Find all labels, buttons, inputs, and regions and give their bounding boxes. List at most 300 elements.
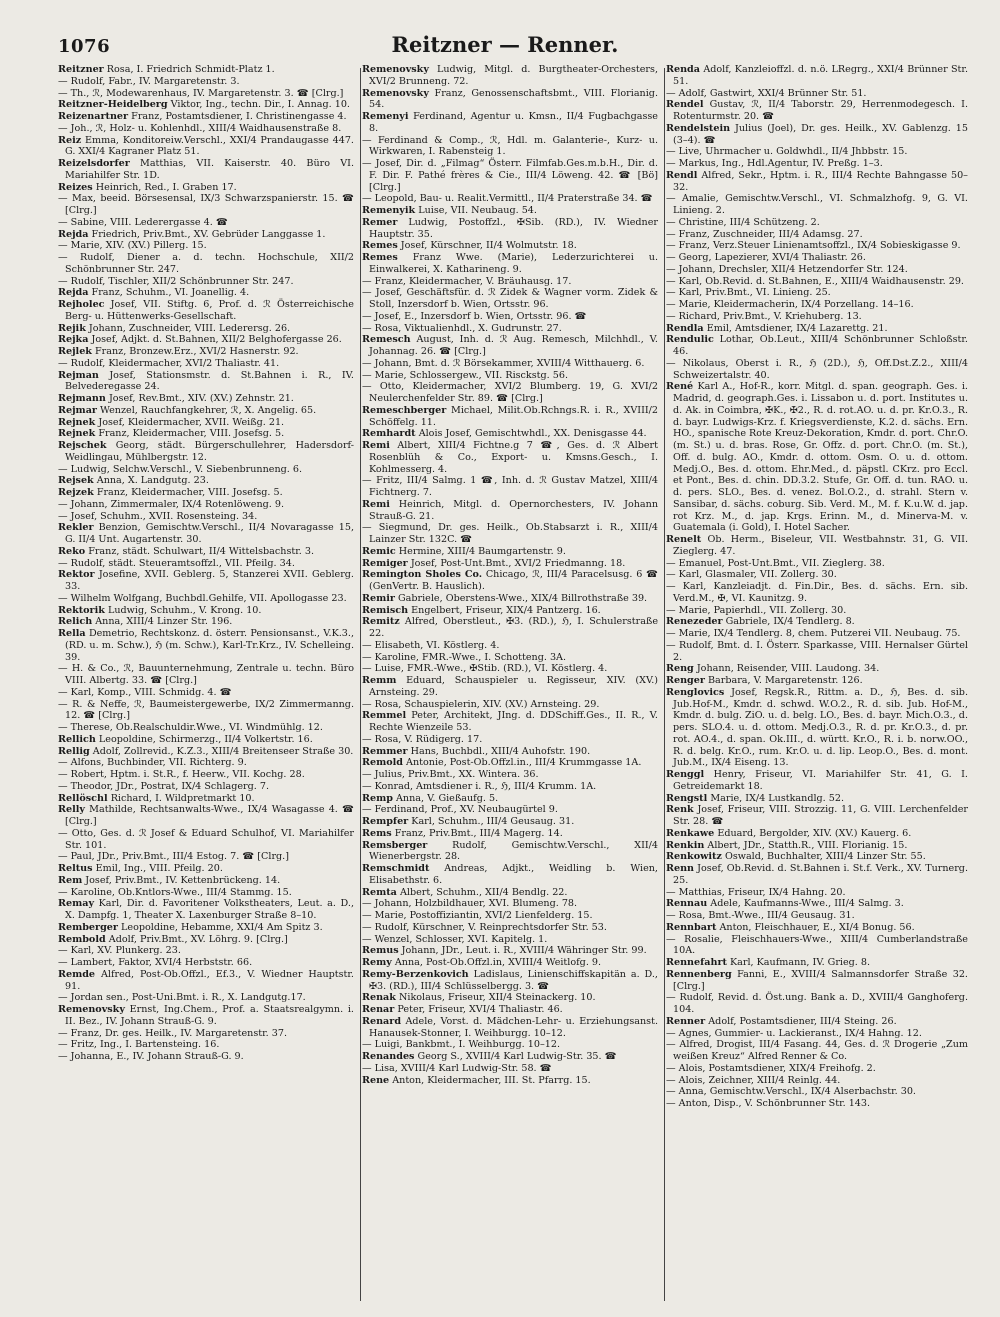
directory-entry <box>362 816 658 828</box>
entry-details: — Rudolf, Diener a. d. techn. Hochschule, XII/2 Schönbrunner Str. 247. <box>58 252 354 275</box>
entry-surname: Remes <box>362 252 398 263</box>
entry-details: Georg, städt. Bürgerschullehrer, Hadersdorf-Weidlingau, Mühlbergstr. 12. <box>65 440 354 463</box>
entry-surname: Remsberger <box>362 839 428 851</box>
directory-entry <box>362 640 658 652</box>
entry-surname: Rennefahrt <box>666 957 727 968</box>
directory-entry <box>666 628 968 640</box>
directory-entry <box>58 299 354 323</box>
entry-surname: Renner <box>666 1015 706 1027</box>
entry-details: Albert, JDr., Statth.R., VIII. Florianig. 15. <box>707 839 908 851</box>
entry-details: Josef, Adjkt. d. St.Bahnen, XII/2 Belghofergasse 26. <box>91 334 342 346</box>
entry-surname: Rejman <box>58 369 99 381</box>
entry-surname: Renkawe <box>666 827 715 839</box>
entry-surname: Rejlek <box>58 346 92 357</box>
entry-details: — Franz, Verz.Steuer Linienamtsoffzl., IX/4 Sobieskigasse 9. <box>666 240 961 252</box>
entry-details: — Marie, Kleidermacherin, IX/4 Porzellang. 14–16. <box>666 299 914 310</box>
entry-surname: Remenyi <box>362 111 409 122</box>
entry-surname: Remi <box>362 498 390 510</box>
directory-entry <box>362 1004 658 1016</box>
entry-details: — Rudolf, städt. Steueramtsoffzl., VII. Pfeilg. 34. <box>58 557 295 569</box>
directory-entry <box>58 558 354 570</box>
entry-details: — Marie, XIV. (XV.) Pillerg. 15. <box>58 240 207 252</box>
directory-entry <box>362 605 658 617</box>
entry-details: — Th., ℛ, Modewarenhaus, IV. Margaretenstr. 3. ☎ [Clrg.] <box>58 87 344 99</box>
entry-details: — R. & Neffe, ℛ, Baumeistergewerbe, IX/2 Zimmermanng. 12. ☎ [Clrg.] <box>58 698 354 722</box>
directory-entry <box>58 945 354 957</box>
entry-surname: Renezeder <box>666 616 723 628</box>
entry-details: Josef, Stationsmstr. d. St.Bahnen i. R., IV. Belvederegasse 24. <box>65 369 354 393</box>
directory-entry <box>58 992 354 1004</box>
entry-details: Franz, Kleidermacher, VIII. Josefsg. 5. <box>96 487 283 498</box>
entry-details: — Matthias, Friseur, IX/4 Hahng. 20. <box>666 886 846 898</box>
entry-surname: Remenovsky <box>58 1004 125 1015</box>
entry-surname: Rempfer <box>362 816 409 827</box>
directory-entry <box>58 405 354 417</box>
entry-details: — Franz, Dr. ges. Heilk., IV. Margaretenstr. 37. <box>58 1027 288 1039</box>
entry-surname: Remberger <box>58 921 118 933</box>
entry-details: Franz, Postamtsdiener, I. Christinengasse 4. <box>131 111 347 122</box>
entry-details: — Richard, Priv.Bmt., V. Kriehuberg. 13. <box>666 310 862 322</box>
entry-details: — Marie, Postoffiziantin, XVI/2 Lienfelderg. 15. <box>362 910 593 921</box>
entry-surname: Rene <box>362 1074 390 1086</box>
directory-entry <box>58 240 354 252</box>
directory-entry <box>58 663 354 687</box>
directory-entry <box>58 76 354 88</box>
entry-details: — Robert, Hptm. i. St.R., f. Heerw., VII. Kochg. 28. <box>58 769 305 780</box>
entry-details: Anton, Kleidermacher, III. St. Pfarrg. 15. <box>392 1074 591 1086</box>
directory-entry <box>362 945 658 957</box>
entry-details: — Rudolf, Kleidermacher, XVI/2 Thaliastr. 41. <box>58 357 280 369</box>
entry-details: — Josef, E., Inzersdorf b. Wien, Ortsstr. 96. ☎ <box>362 310 587 322</box>
directory-entry <box>58 358 354 370</box>
entry-details: — Sabine, VIII. Lederergasse 4. ☎ <box>58 216 228 228</box>
entry-surname: Reitzner-Heidelberg <box>58 99 168 111</box>
directory-entry <box>666 1098 968 1110</box>
directory-entry <box>362 616 658 640</box>
entry-details: — Christine, III/4 Schützeng. 2. <box>666 216 820 228</box>
directory-entry <box>58 193 354 217</box>
directory-entry <box>58 1039 354 1051</box>
entry-details: — Alois, Postamtsdiener, XIX/4 Freihofg. 2. <box>666 1062 876 1074</box>
directory-entry <box>362 593 658 605</box>
entry-surname: Rejholec <box>58 299 105 310</box>
directory-entry <box>58 699 354 723</box>
entry-details: Antonie, Post-Ob.Offzl.in., III/4 Krummgasse 1A. <box>406 757 642 769</box>
directory-entry <box>362 546 658 558</box>
directory-entry <box>666 229 968 241</box>
directory-entry <box>666 851 968 863</box>
directory-entry <box>58 123 354 135</box>
directory-entry <box>58 969 354 993</box>
entry-details: — Marie, Papierhdl., VII. Zollerg. 30. <box>666 604 847 616</box>
entry-details: Heinrich, Red., I. Graben 17. <box>95 181 237 193</box>
entry-details: — Lambert, Faktor, XVI/4 Herbststr. 66. <box>58 957 253 968</box>
directory-entry <box>666 240 968 252</box>
directory-entry <box>362 64 658 88</box>
entry-details: Adolf, Zollrevid., K.Z.3., XIII/4 Breitenseer Straße 30. <box>92 745 354 757</box>
entry-surname: Rejsek <box>58 475 94 487</box>
entry-surname: Renggl <box>666 769 705 780</box>
column-3 <box>666 64 968 1304</box>
entry-surname: Rellig <box>58 745 90 757</box>
entry-details: — Rudolf, Bmt. d. I. Österr. Sparkasse, VIII. Hernalser Gürtel 2. <box>666 639 968 663</box>
entry-details: — Karl, Ob.Revid. d. St.Bahnen, E., XIII/4 Waidhausenstr. 29. <box>666 275 964 287</box>
directory-entry <box>666 558 968 570</box>
directory-entry <box>58 393 354 405</box>
directory-entry <box>362 88 658 112</box>
entry-surname: Renard <box>362 1015 402 1027</box>
directory-entry <box>362 569 658 593</box>
directory-entry <box>666 769 968 793</box>
directory-entry <box>362 405 658 429</box>
entry-details: — Karl, Glasmaler, VII. Zollerg. 30. <box>666 569 837 581</box>
entry-details: Gabriele, Oberstens-Wwe., XIX/4 Billrothstraße 39. <box>398 592 648 604</box>
entry-surname: Remiger <box>362 557 408 569</box>
entry-details: — Luigi, Bankbmt., I. Weihburgg. 10–12. <box>362 1039 561 1051</box>
directory-entry <box>666 123 968 147</box>
entry-details: — Rosa, Schauspielerin, XIV. (XV.) Arnsteing. 29. <box>362 698 600 710</box>
entry-details: — Rudolf, Tischler, XII/2 Schönbrunner Str. 247. <box>58 275 294 287</box>
entry-details: Karl, Kaufmann, IV. Grieg. 8. <box>730 957 871 968</box>
entry-details: Alois Josef, Gemischtwhdl., XX. Denisgasse 44. <box>418 428 647 440</box>
entry-details: Karl, Dir. d. Favoritener Volkstheaters, Leut. a. D., X. Dampfg. 1, Theater X. Laxenburger Straße 8–10. <box>65 898 354 921</box>
column-2 <box>362 64 658 1304</box>
entry-details: — Johann, Drechsler, XII/4 Hetzendorfer Str. 124. <box>666 263 908 275</box>
entry-surname: Rejnek <box>58 416 96 428</box>
entry-surname: Renar <box>362 1004 395 1015</box>
directory-entry <box>362 440 658 475</box>
entry-details: — Leopold, Bau- u. Realit.Vermittl., II/4 Praterstraße 34. ☎ <box>362 193 653 205</box>
entry-details: — Theodor, JDr., Postrat, IX/4 Schlagerg. 7. <box>58 780 270 792</box>
directory-entry <box>666 793 968 805</box>
directory-entry <box>58 135 354 159</box>
directory-entry <box>666 170 968 194</box>
directory-entry <box>58 734 354 746</box>
entry-details: Demetrio, Rechtskonz. d. österr. Pensionsanst., V.K.3., (RD. u. m. Schw.), ℌ (m. Schw.), Karl-Tr.Krz., IV. Schelleing. 39. <box>65 628 354 663</box>
entry-details: Anton, Fleischhauer, E., XI/4 Bonug. 56. <box>719 921 915 933</box>
entry-surname: Remesch <box>362 334 411 346</box>
entry-surname: Rejmann <box>58 393 106 404</box>
entry-surname: Reizes <box>58 181 93 193</box>
directory-entry <box>362 522 658 546</box>
entry-details: — Anna, Gemischtw.Verschl., IX/4 Alserbachstr. 30. <box>666 1086 916 1098</box>
entry-details: Barbara, V. Margaretenstr. 126. <box>707 675 863 686</box>
entry-surname: Reitzner <box>58 64 104 75</box>
directory-entry <box>362 358 658 370</box>
directory-entry <box>58 546 354 558</box>
directory-entry <box>362 323 658 335</box>
entry-surname: Remy <box>362 957 392 968</box>
directory-entry <box>666 804 968 828</box>
directory-entry <box>666 887 968 899</box>
entry-details: Gabriele, IX/4 Tendlerg. 8. <box>725 616 855 628</box>
directory-entry <box>666 640 968 664</box>
entry-details: — Ludwig, Selchw.Verschl., V. Siebenbrunneng. 6. <box>58 463 303 475</box>
entry-surname: Remschmidt <box>362 863 430 874</box>
entry-details: — Josef, Dir. d. „Filmag“ Österr. Filmfab.Ges.m.b.H., Dir. d. F. Dir. F. Pathé frères & Cie., III/4 Löweng. 42. ☎ [Bö] [Clrg.] <box>362 158 658 193</box>
directory-entry <box>666 287 968 299</box>
entry-details: Henry, Friseur, VI. Mariahilfer Str. 41, G. I. Getreidemarkt 18. <box>673 769 968 792</box>
entry-details: Adolf, Kanzleioffzl. d. n.ö. LRegrg., XXI/4 Brünner Str. 51. <box>673 64 968 87</box>
entry-surname: Rendelstein <box>666 122 731 134</box>
directory-entry <box>666 992 968 1016</box>
entry-details: Alfred, Oberstleut., ✠3. (RD.), ℌ, I. Schulerstraße 22. <box>369 616 658 639</box>
directory-entry <box>58 769 354 781</box>
entry-details: Wenzel, Rauchfangkehrer, ℛ, X. Angelig. 65. <box>100 404 317 416</box>
directory-entry <box>666 569 968 581</box>
entry-details: — Johann, Holzbildhauer, XVI. Blumeng. 78. <box>362 898 578 910</box>
entry-surname: Rejnek <box>58 428 96 440</box>
entry-details: — Fritz, Ing., I. Bartensteing. 16. <box>58 1039 220 1051</box>
directory-entry <box>362 793 658 805</box>
directory-entry <box>58 252 354 276</box>
directory-entry <box>58 440 354 464</box>
directory-entry <box>58 746 354 758</box>
directory-entry <box>666 840 968 852</box>
directory-entry <box>362 240 658 252</box>
directory-entry <box>362 287 658 311</box>
directory-entry <box>666 252 968 264</box>
entry-surname: Renk <box>666 804 694 816</box>
entry-details: Matthias, VII. Kaiserstr. 40. Büro VI. Mariahilfer Str. 1D. <box>65 158 354 181</box>
directory-entry <box>58 793 354 805</box>
directory-entry <box>666 910 968 922</box>
entry-details: Marie, IX/4 Lustkandlg. 52. <box>710 792 845 804</box>
directory-entry <box>362 769 658 781</box>
entry-details: — Max, beeid. Börsesensal, IX/3 Schwarzspanierstr. 15. ☎ [Clrg.] <box>58 193 354 216</box>
entry-details: — Rudolf, Kürschner, V. Reinprechtsdorfer Str. 53. <box>362 921 607 933</box>
entry-details: Rosa, I. Friedrich Schmidt-Platz 1. <box>106 64 275 75</box>
entry-details: Mathilde, Rechtsanwalts-Wwe., IX/4 Wasagasse 4. ☎ [Clrg.] <box>65 804 354 827</box>
entry-details: — H. & Co., ℛ, Bauunternehmung, Zentrale u. techn. Büro VIII. Albertg. 33. ☎ [Clrg.] <box>58 663 354 686</box>
entry-details: Franz, Kleidermacher, VIII. Josefsg. 5. <box>98 428 285 440</box>
entry-surname: Remic <box>362 545 396 557</box>
entry-details: — Luise, FMR.-Wwe., ✠Stib. (RD.), VI. Köstlerg. 4. <box>362 663 608 675</box>
entry-details: — Amalie, Gemischtw.Verschl., VI. Schmalzhofg. 9, G. VI. Linieng. 2. <box>666 193 968 216</box>
entry-details: Karl, Schuhm., III/4 Geusaug. 31. <box>411 816 575 827</box>
directory-entry <box>362 135 658 159</box>
entry-surname: Rennenberg <box>666 968 732 980</box>
directory-entry <box>666 381 968 534</box>
directory-entry <box>58 957 354 969</box>
directory-entry <box>362 370 658 382</box>
directory-entry <box>666 299 968 311</box>
entry-details: — Live, Uhrmacher u. Goldwhdl., II/4 Jhbbstr. 15. <box>666 146 908 158</box>
directory-entry <box>362 840 658 864</box>
column-1 <box>58 64 354 1304</box>
entry-details: Michael, Milit.Ob.Rchngs.R. i. R., XVIII/2 Schöffelg. 11. <box>369 404 658 428</box>
entry-surname: Renda <box>666 64 700 75</box>
directory-entry <box>58 828 354 852</box>
directory-entry <box>58 922 354 934</box>
entry-details: — Alfons, Buchbinder, VII. Richterg. 9. <box>58 757 247 769</box>
directory-entry <box>58 88 354 100</box>
entry-surname: Remhardt <box>362 428 416 440</box>
entry-surname: Remy-Berzenkovich <box>362 968 469 980</box>
directory-entry <box>58 887 354 899</box>
entry-details: — Ferdinand & Comp., ℛ, Hdl. m. Galanterie-, Kurz- u. Wirkwaren, I. Rabensteig 1. <box>362 134 658 158</box>
directory-entry <box>362 217 658 241</box>
entry-surname: Rejik <box>58 322 86 334</box>
entry-details: Ludwig, Schuhm., V. Krong. 10. <box>107 604 262 616</box>
entry-surname: Rejda <box>58 228 89 240</box>
entry-surname: Renn <box>666 863 695 874</box>
directory-entry <box>362 992 658 1004</box>
entry-surname: Rekler <box>58 522 94 534</box>
entry-surname: Reizenartner <box>58 111 129 122</box>
directory-entry <box>362 898 658 910</box>
directory-entry <box>666 675 968 687</box>
entry-surname: Remenovsky <box>362 64 429 75</box>
directory-entry <box>362 863 658 887</box>
entry-details: Adele, Kaufmanns-Wwe., III/4 Salmg. 3. <box>710 898 904 910</box>
directory-entry <box>58 851 354 863</box>
entry-details: Leopoldine, Hebamme, XXI/4 Am Spitz 3. <box>121 921 323 933</box>
entry-details: Josef, Rev.Bmt., XIV. (XV.) Zehnstr. 21. <box>108 393 294 404</box>
entry-details: — Nikolaus, Oberst i. R., ℌ (2D.), ℌ, Off.Dst.Z.2., XIII/4 Schweizertalstr. 40. <box>666 357 968 381</box>
entry-surname: Rembold <box>58 933 106 945</box>
entry-surname: Rendel <box>666 99 704 111</box>
directory-entry <box>362 558 658 570</box>
entry-details: — Otto, Kleidermacher, XVI/2 Blumberg. 19, G. XVI/2 Neulerchenfelder Str. 89. ☎ [Clrg.] <box>362 381 658 404</box>
directory-entry <box>666 146 968 158</box>
directory-entry <box>58 593 354 605</box>
entry-details: — Rudolf, Revid. d. Öst.ung. Bank a. D., XVIII/4 Ganghoferg. 104. <box>666 992 968 1015</box>
directory-entry <box>666 898 968 910</box>
directory-entry <box>666 193 968 217</box>
directory-entry <box>666 828 968 840</box>
entry-details: Ludwig, Mitgl. d. Burgtheater-Orchesters, XVI/2 Brunneng. 72. <box>369 64 658 87</box>
entry-details: Ob. Herm., Biseleur, VII. Westbahnstr. 31, G. VII. Zieglerg. 47. <box>673 534 968 557</box>
directory-entry <box>58 276 354 288</box>
entry-surname: Rennau <box>666 898 708 910</box>
entry-details: Luise, VII. Neubaug. 54. <box>418 205 537 216</box>
entry-details: Rudolf, Gemischtw.Verschl., XII/4 Wienerbergstr. 28. <box>369 839 658 863</box>
directory-entry <box>362 757 658 769</box>
entry-surname: Remi <box>362 440 390 451</box>
directory-entry <box>666 217 968 229</box>
entry-details: — Ferdinand, Prof., XV. Neubaugürtel 9. <box>362 804 558 816</box>
entry-surname: Remmer <box>362 745 408 757</box>
entry-details: Adolf, Postamtsdiener, III/4 Steing. 26. <box>708 1015 897 1027</box>
directory-entry <box>362 499 658 523</box>
entry-details: Ludwig, Postoffzl., ✠Sib. (RD.), IV. Wiedner Hauptstr. 35. <box>369 216 658 240</box>
entry-details: Karl A., Hof-R., korr. Mitgl. d. span. geograph. Ges. i. Madrid, d. geograph.Ges. i. Lissabon u. d. port. Institutes u. d. Ak. in Coimbra, ✠K., ✠2., R. d. rot.AO. u. d. pr. Kr.O.3., R. d. bayr. Ludwigs-Krz. f. Kriegsverdienste, K.2. d. sächs. Ern. HO., spanische Rote Kreuz-Dekoration, Kmdr. d. port. Chr.O. (m. St.) u. d. bras. Rose, Gr. Offz. d. port. Chr.O. (m. St.), Off. d. bulg. AO., Kmdr. d. ottom. Osm. O. u. d. ottom. Medj.O., Bes. d. ottom. Ehr.Med., d. päpstl. CKrz. pro Eccl. et Pont., Bes. d. chin. DD.3.2. Stufe, Gr. Off. d. tun. RAO. u. d. pers. SLO., Bes. d. venez. Bol.O.2., d. strahl. Stern v. Sansibar, d. sächs. coburg. Sib. Verd. M., M. f. K.u.W. d. jap. rot Krz. M., d. jap. Krgs. Erinn. M., d. Minerva-M. v. Guatemala (i. Gold), I. Hotel Sacher. <box>673 381 968 534</box>
directory-entry <box>362 252 658 276</box>
directory-entry <box>666 922 968 934</box>
directory-entry <box>362 1063 658 1075</box>
directory-entry <box>58 1004 354 1028</box>
directory-entry <box>362 746 658 758</box>
entry-details: — Agnes, Gummier- u. Lackieranst., IX/4 Hahng. 12. <box>666 1027 922 1039</box>
directory-entry <box>362 1075 658 1087</box>
entry-details: Alfred, Sekr., Hptm. i. R., III/4 Rechte Bahngasse 50–32. <box>673 169 968 193</box>
entry-details: Benzion, Gemischtw.Verschl., II/4 Novaragasse 15, G. II/4 Unt. Augartenstr. 30. <box>65 522 354 545</box>
entry-details: Franz, Priv.Bmt., III/4 Magerg. 14. <box>394 827 563 839</box>
directory-entry <box>58 722 354 734</box>
entry-surname: Renger <box>666 675 705 686</box>
entry-surname: Renkowitz <box>666 851 722 863</box>
entry-details: Franz Wwe. (Marie), Lederzurichterei u. Einwalkerei, X. Katharineng. 9. <box>369 252 658 275</box>
entry-details: Oswald, Buchhalter, XIII/4 Linzer Str. 55. <box>724 851 926 863</box>
entry-details: — Lisa, XVIII/4 Karl Ludwig-Str. 58. ☎ <box>362 1062 552 1074</box>
entry-details: — Rosa, Viktualienhdl., X. Gudrunstr. 27. <box>362 322 562 334</box>
directory-entry <box>666 334 968 358</box>
directory-entry <box>666 969 968 993</box>
entry-details: — Karl, Priv.Bmt., VI. Linieng. 25. <box>666 287 831 299</box>
entry-details: Fanni, E., XVIII/4 Salmannsdorfer Straße 32. [Clrg.] <box>673 968 968 992</box>
entry-surname: Remm <box>362 675 397 686</box>
directory-entry <box>362 193 658 205</box>
directory-entry <box>666 863 968 887</box>
entry-surname: Relich <box>58 616 93 628</box>
entry-details: — Josef, Schuhm., XVII. Rosensteing. 34. <box>58 510 258 522</box>
entry-details: — Wilhelm Wolfgang, Buchbdl.Gehilfe, VII. Apollogasse 23. <box>58 592 347 604</box>
page-number: 1076 <box>58 36 111 57</box>
entry-details: — Franz, Kleidermacher, V. Bräuhausg. 17. <box>362 275 572 287</box>
entry-details: Johann, JDr., Leut. i. R., XVIII/4 Währinger Str. 99. <box>401 945 647 957</box>
directory-entry <box>362 910 658 922</box>
entry-details: — Fritz, III/4 Salmg. 1 ☎, Inh. d. ℛ Gustav Matzel, XIII/4 Fichtnerg. 7. <box>362 475 658 498</box>
entry-details: Ernst, Ing.Chem., Prof. a. Staatsrealgymn. i. II. Bez., IV. Johann Strauß-G. 9. <box>65 1004 354 1027</box>
entry-details: — Alfred, Drogist, III/4 Fasang. 44, Ges. d. ℛ Drogerie „Zum weißen Kreuz“ Alfred Renner & Co. <box>666 1039 968 1062</box>
entry-details: Eduard, Bergolder, XIV. (XV.) Kauerg. 6. <box>717 827 912 839</box>
entry-details: — Marie, IX/4 Tendlerg. 8, chem. Putzerei VII. Neubaug. 75. <box>666 628 961 639</box>
entry-surname: Remitz <box>362 616 400 628</box>
entry-details: Ferdinand, Agentur u. Kmsn., II/4 Fugbachgasse 8. <box>369 111 658 134</box>
entry-details: Lothar, Ob.Leut., XIII/4 Schönbrunner Schloßstr. 46. <box>673 334 968 357</box>
directory-entry <box>666 1075 968 1087</box>
directory-entry <box>58 1028 354 1040</box>
entry-details: — Emanuel, Post-Unt.Bmt., VII. Zieglerg. 38. <box>666 557 885 569</box>
entry-details: Alfred, Post-Ob.Offzl., Ef.3., V. Wiedner Hauptstr. 91. <box>65 968 354 992</box>
entry-surname: Remenovsky <box>362 87 429 99</box>
directory-entry <box>58 781 354 793</box>
entry-surname: Rennbart <box>666 921 717 933</box>
directory-entry <box>58 428 354 440</box>
directory-entry <box>666 605 968 617</box>
directory-entry <box>58 99 354 111</box>
entry-surname: Reizelsdorfer <box>58 158 130 169</box>
entry-details: — Siegmund, Dr. ges. Heilk., Ob.Stabsarzt i. R., XIII/4 Lainzer Str. 132C. ☎ <box>362 522 658 545</box>
entry-details: — Johanna, E., IV. Johann Strauß-G. 9. <box>58 1051 244 1062</box>
entry-surname: Renak <box>362 992 396 1004</box>
directory-entry <box>666 534 968 558</box>
directory-entry <box>58 1051 354 1063</box>
directory-entry <box>362 675 658 699</box>
entry-details: — Markus, Ing., Hdl.Agentur, IV. Preßg. 1–3. <box>666 158 883 169</box>
directory-entry <box>362 887 658 899</box>
entry-surname: Relly <box>58 804 85 816</box>
directory-entry <box>58 605 354 617</box>
entry-details: Adele, Vorst. d. Mädchen-Lehr- u. Erziehungsanst. Hanausek-Stonner, I. Weihburgg. 10–12. <box>369 1015 658 1039</box>
entry-details: — Marie, Schlossergew., VII. Risckstg. 56. <box>362 369 569 381</box>
directory-entry <box>362 710 658 734</box>
directory-entry <box>58 487 354 499</box>
page-title: Reitzner — Renner. <box>391 32 619 57</box>
entry-surname: Rellich <box>58 733 96 745</box>
entry-surname: Rejka <box>58 334 89 346</box>
entry-details: — Karl, Kanzleiadjt. d. Fin.Dir., Bes. d. sächs. Ern. sib. Verd.M., ✠, VI. Kaunitzg. 9. <box>666 581 968 604</box>
entry-details: Engelbert, Friseur, XIX/4 Pantzerg. 16. <box>411 604 601 616</box>
directory-entry <box>362 934 658 946</box>
entry-details: Emil, Amtsdiener, IX/4 Lazarettg. 21. <box>706 322 888 334</box>
entry-details: Josef, VII. Stiftg. 6, Prof. d. ℛ Österreichische Berg- u. Hüttenwerks-Gesellschaft. <box>65 299 354 322</box>
entry-details: Johann, Reisender, VIII. Laudong. 34. <box>696 663 880 675</box>
entry-details: Josef, Regsk.R., Rittm. a. D., ℌ, Bes. d. sib. Jub.Hof-M., Kmdr. d. schwd. W.O.2., R. d. sib. Jub. Hof-M., Kmdr. d. bulg. ZiO. u. d. belg. LO., Bes. d. bayr. Mich.O.3., d. pers. SLO.4. u. d. ottom. Medj.O.3., R. d. pr. Kr.O.3., d. pr. rot. AO.4., d. span. Ok.III., d. württ. Kr.O., R. i. b. norw.OO., R. d. belg. Kr.O., rum. Kr.O. u. d. lip. Leop.O., Bes. d. mont. Jub.M., IX/4 Eiseng. 13. <box>673 686 968 769</box>
entry-details: Richard, I. Wildpretmarkt 10. <box>110 792 255 804</box>
entry-surname: Reng <box>666 663 694 675</box>
